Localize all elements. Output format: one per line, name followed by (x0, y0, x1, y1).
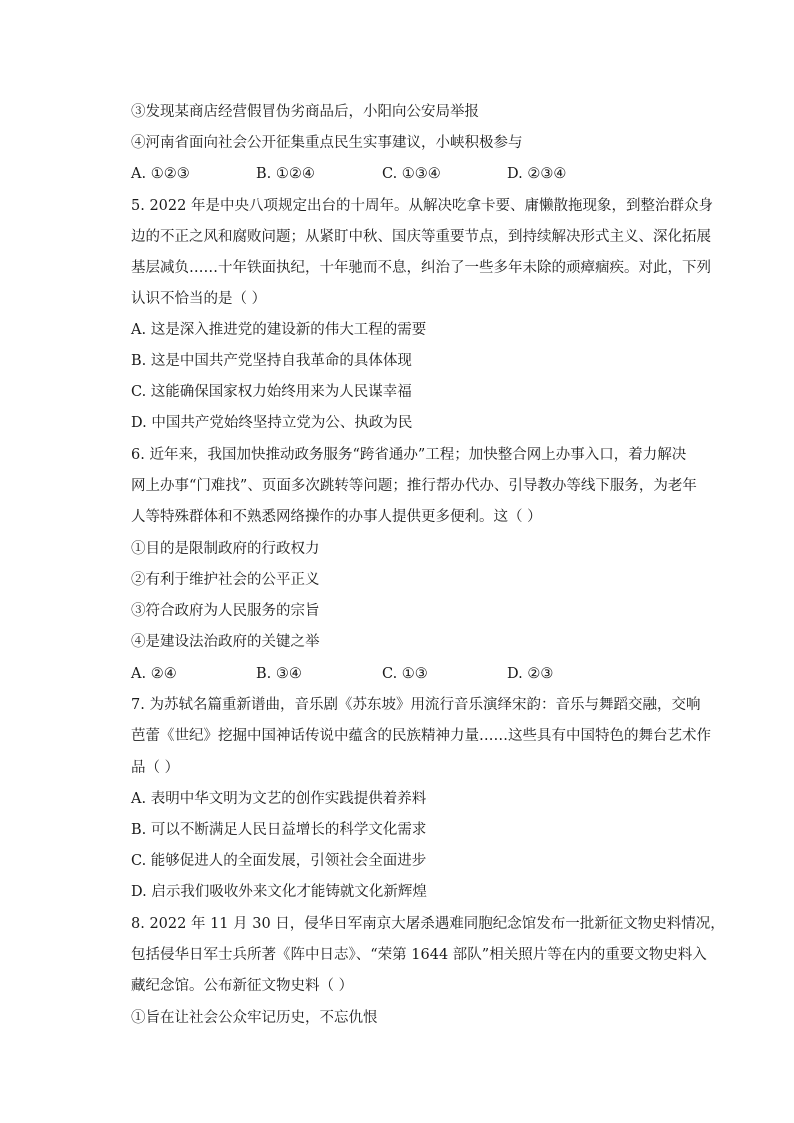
q7-stem-line-1: 7. 为苏轼名篇重新谱曲，音乐剧《苏东坡》用流行音乐演绎宋韵：音乐与舞蹈交融，交响 (131, 697, 701, 713)
option-a: A. ②④ (131, 666, 177, 682)
option-c: C. ①③ (382, 666, 428, 682)
option-a: A. ①②③ (131, 166, 190, 182)
prev-item-3: ③发现某商店经营假冒伪劣商品后，小阳向公安局举报 (131, 104, 479, 120)
prev-item-4: ④河南省面向社会公开征集重点民生实事建议，小峡积极参与 (131, 135, 523, 151)
q7-option-a: A. 表明中华文明为文艺的创作实践提供着养料 (131, 791, 427, 807)
q6-stem-line-2: 网上办事“门难找”、页面多次跳转等问题；推行帮办代办、引导教办等线下服务，为老年 (131, 478, 697, 494)
q6-options (131, 663, 691, 685)
q8-stem-line-2: 包括侵华日军士兵所著《阵中日志》、“荣第 1644 部队”相关照片等在内的重要文物史料入 (131, 947, 707, 963)
q8-stem-line-3: 藏纪念馆。公布新征文物史料（ ） (131, 978, 354, 994)
q7-stem-line-3: 品（ ） (131, 760, 180, 776)
q7-stem-line-2: 芭蕾《世纪》挖掘中国神话传说中蕴含的民族精神力量……这些具有中国特色的舞台艺术作 (131, 728, 711, 744)
option-b: B. ①②④ (256, 166, 315, 182)
q6-item-1: ①目的是限制政府的行政权力 (131, 541, 320, 557)
q5-option-c: C. 这能确保国家权力始终用来为人民谋幸福 (131, 384, 412, 400)
q5-option-a: A. 这是深入推进党的建设新的伟大工程的需要 (131, 322, 427, 338)
prev-options (131, 163, 691, 185)
option-d: D. ②③④ (507, 166, 567, 182)
q6-stem-line-1: 6. 近年来，我国加快推动政务服务“跨省通办”工程；加快整合网上办事入口，着力解决 (131, 447, 687, 463)
q5-option-d: D. 中国共产党始终坚持立党为公、执政为民 (131, 415, 413, 431)
q5-stem-line-4: 认识不恰当的是（ ） (131, 291, 267, 307)
q6-item-3: ③符合政府为人民服务的宗旨 (131, 603, 320, 619)
option-c: C. ①③④ (382, 166, 441, 182)
q7-option-b: B. 可以不断满足人民日益增长的科学文化需求 (131, 822, 427, 838)
q8-item-1: ①旨在让社会公众牢记历史，不忘仇恨 (131, 1010, 378, 1026)
q6-stem-line-3: 人等特殊群体和不熟悉网络操作的办事人提供更多便利。这（ ） (131, 509, 542, 525)
q6-item-4: ④是建设法治政府的关键之举 (131, 634, 320, 650)
q5-stem-line-2: 边的不正之风和腐败问题；从紧盯中秋、国庆等重要节点，到持续解决形式主义、深化拓展 (131, 229, 711, 245)
q7-option-d: D. 启示我们吸收外来文化才能铸就文化新辉煌 (131, 884, 427, 900)
q8-stem-line-1: 8. 2022 年 11 月 30 日，侵华日军南京大屠杀遇难同胞纪念馆发布一批新征文物史料情况， (131, 916, 725, 932)
q6-item-2: ②有利于维护社会的公平正义 (131, 572, 320, 588)
q7-option-c: C. 能够促进人的全面发展，引领社会全面进步 (131, 853, 427, 869)
q5-option-b: B. 这是中国共产党坚持自我革命的具体体现 (131, 353, 412, 369)
q5-stem-line-1: 5. 2022 年是中央八项规定出台的十周年。从解决吃拿卡要、庸懒散拖现象，到整治群众身 (131, 198, 713, 214)
option-d: D. ②③ (507, 666, 554, 682)
q5-stem-line-3: 基层减负……十年铁面执纪，十年驰而不息，纠治了一些多年未除的顽瘴痼疾。对此，下列 (131, 260, 711, 276)
option-b: B. ③④ (256, 666, 302, 682)
